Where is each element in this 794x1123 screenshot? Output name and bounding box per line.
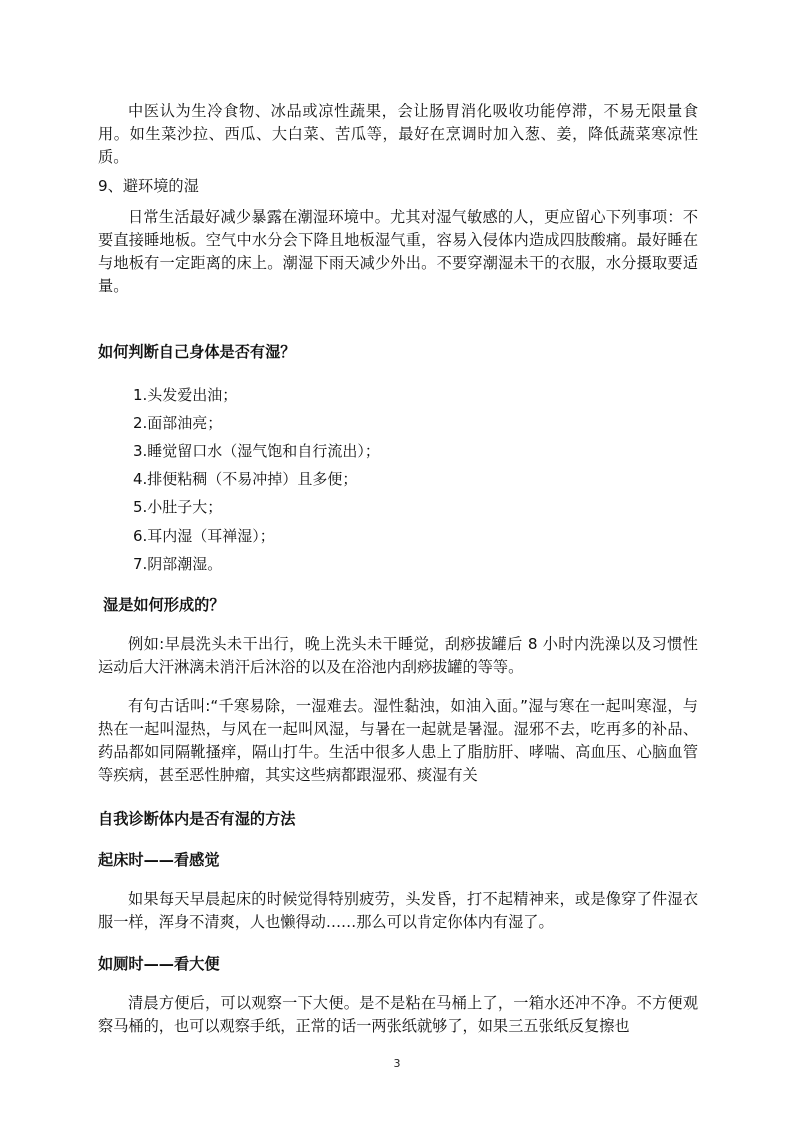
symptom-item: 2.面部油亮； <box>133 414 223 432</box>
paragraph-toilet: 清晨方便后，可以观察一下大便。是不是粘在马桶上了，一箱水还冲不净。不方便观察马桶的，也可以观察手纸，正常的话一两张纸就够了，如果三五张纸反复擦也 <box>98 994 698 1035</box>
symptom-item: 4.排便粘稠（不易冲掉）且多便； <box>133 470 358 488</box>
page-number: 3 <box>393 1057 401 1070</box>
symptom-item: 7.阴部潮湿。 <box>133 555 223 573</box>
paragraph-wake-up: 如果每天早晨起床的时候觉得特别疲劳，头发昏，打不起精神来，或是像穿了件湿衣服一样，浑身不清爽，人也懒得动……那么可以肯定你体内有湿了。 <box>98 890 698 931</box>
heading-how-formed: 湿是如何形成的？ <box>103 596 225 614</box>
paragraph-cold-food: 中医认为生冷食物、冰品或凉性蔬果，会让肠胃消化吸收功能停滞，不易无限量食用。如生菜沙拉、西瓜、大白菜、苦瓜等，最好在烹调时加入葱、姜，降低蔬菜寒凉性质。 <box>98 102 698 166</box>
paragraph-environment: 日常生活最好减少暴露在潮湿环境中。尤其对湿气敏感的人，更应留心下列事项：不要直接睡地板。空气中水分会下降且地板湿气重，容易入侵体内造成四肢酸痛。最好睡在与地板有一定距离的床上。潮湿下雨天减少外出。不要穿潮湿未干的衣服，水分摄取要适量。 <box>98 208 698 295</box>
paragraph-old-saying: 有句古话叫:“千寒易除，一湿难去。湿性黏浊，如油入面。”湿与寒在一起叫寒湿，与热在一起叫湿热，与风在一起叫风湿，与暑在一起就是暑湿。湿邪不去，吃再多的补品、药品都如同隔靴搔痒，隔山打牛。生活中很多人患上了脂肪肝、哮喘、高血压、心脑血管等疾病，甚至恶性肿瘤，其实这些病都跟湿邪、痰湿有关 <box>98 697 698 784</box>
heading-toilet: 如厕时——看大便 <box>98 955 220 973</box>
paragraph-examples: 例如:早晨洗头未干出行，晚上洗头未干睡觉，刮痧拔罐后 8 小时内洗澡以及习惯性运动后大汗淋漓未消汗后沐浴的以及在浴池内刮痧拔罐的等等。 <box>98 635 698 676</box>
symptom-item: 6.耳内湿（耳禅湿）； <box>133 527 275 545</box>
symptom-item: 3.睡觉留口水（湿气饱和自行流出）； <box>133 442 380 460</box>
heading-how-to-judge: 如何判断自己身体是否有湿？ <box>98 343 296 361</box>
item-9-heading: 9、避环境的湿 <box>98 177 199 195</box>
heading-self-diagnosis: 自我诊断体内是否有湿的方法 <box>98 810 296 828</box>
symptom-item: 1.头发爱出油； <box>133 386 238 404</box>
heading-wake-up: 起床时——看感觉 <box>98 851 220 869</box>
symptom-item: 5.小肚子大； <box>133 498 223 516</box>
